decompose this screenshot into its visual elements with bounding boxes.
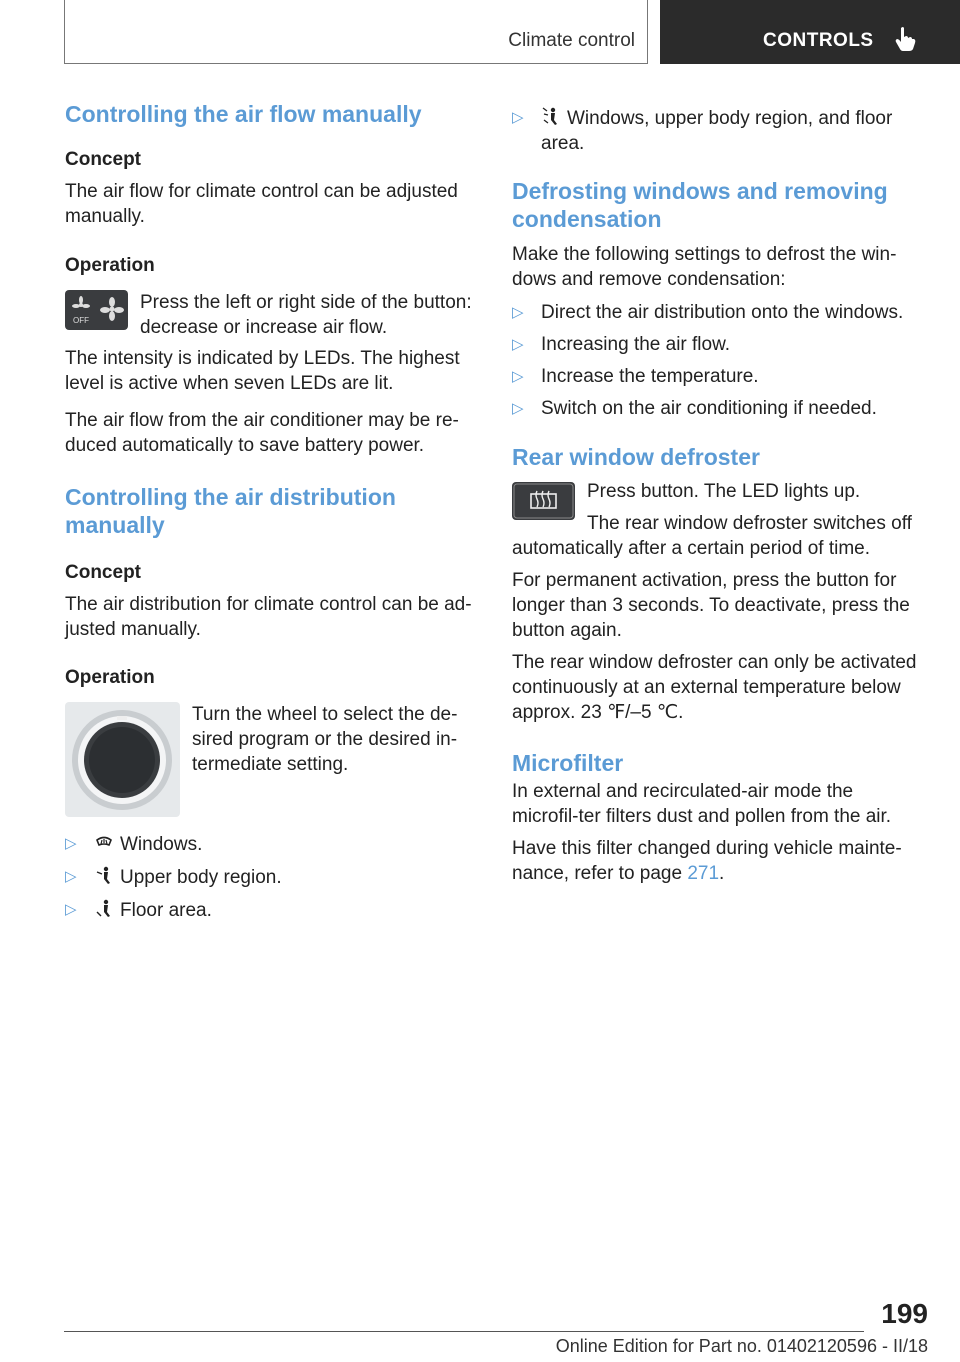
rotary-wheel-icon bbox=[65, 702, 180, 817]
rear-p4: The rear window defroster can only be activated continuously at an external temperature below approx. 23 ℉/–5 ℃. bbox=[512, 652, 917, 723]
upper-body-icon bbox=[94, 864, 114, 886]
intensity-text: The intensity is indicated by LEDs. The highest level is active when seven LEDs are lit. bbox=[65, 348, 460, 394]
bullet-marker: ▷ bbox=[512, 336, 524, 353]
rear-defroster-operation bbox=[512, 479, 924, 536]
edition-text: Online Edition for Part no. 01402120596 - II/18 bbox=[555, 1336, 928, 1356]
bullet-marker: ▷ bbox=[65, 835, 77, 852]
micro-p1: In external and recirculated-air mode the microfil-ter filters dust and pollen from the air. bbox=[512, 781, 892, 827]
defrost-steps bbox=[512, 300, 924, 421]
bullet-text: Increasing the air flow. bbox=[541, 334, 731, 355]
list-item bbox=[512, 300, 924, 325]
list-item bbox=[512, 332, 924, 357]
bullet-text: Increase the temperature. bbox=[541, 366, 759, 387]
off-label: OFF bbox=[73, 316, 89, 325]
fan-icon bbox=[65, 290, 128, 330]
bullet-marker: ▷ bbox=[512, 304, 524, 321]
header-section-box bbox=[64, 0, 648, 64]
defrost-intro: Make the following settings to defrost the win-dows and remove condensation: bbox=[512, 244, 897, 290]
distribution-wheel-image bbox=[65, 702, 180, 817]
heading-distribution: Controlling the air distribution manually bbox=[65, 484, 396, 538]
header-chapter-tab[interactable] bbox=[660, 0, 960, 64]
left-column bbox=[65, 100, 477, 923]
rear-defroster-button-image bbox=[512, 482, 575, 520]
pointing-hand-icon bbox=[894, 26, 916, 52]
rear-defrost-icon bbox=[512, 482, 575, 520]
list-item bbox=[65, 864, 477, 890]
list-item bbox=[512, 396, 924, 421]
bullet-text: Upper body region. bbox=[120, 867, 282, 888]
subheading-concept: Concept bbox=[65, 149, 141, 170]
heading-defrost: Defrosting windows and removing condensation bbox=[512, 178, 888, 232]
heading-airflow: Controlling the air flow manually bbox=[65, 101, 422, 127]
list-item bbox=[65, 897, 477, 923]
bullet-text: Windows. bbox=[120, 834, 203, 855]
rear-p3: For permanent activation, press the button for longer than 3 seconds. To deactivate, press the button again. bbox=[512, 570, 910, 641]
micro-p2-text: Have this filter changed during vehicle mainte-nance, refer to page bbox=[512, 838, 902, 884]
right-column bbox=[512, 105, 924, 886]
concept2-text: The air distribution for climate control can be ad-justed manually. bbox=[65, 594, 472, 640]
bullet-text: Windows, upper body region, and floor area. bbox=[541, 108, 893, 154]
list-item bbox=[512, 364, 924, 389]
distribution-operation bbox=[65, 702, 477, 817]
bullet-marker: ▷ bbox=[512, 368, 524, 385]
heading-microfilter: Microfilter bbox=[512, 750, 624, 776]
bullet-text: Floor area. bbox=[120, 900, 212, 921]
rear-p1: Press button. The LED lights up. bbox=[587, 481, 861, 502]
distribution-list bbox=[65, 831, 477, 923]
operation-text: Press the left or right side of the button: decrease or increase air flow. bbox=[140, 292, 472, 338]
bullet-marker: ▷ bbox=[512, 400, 524, 417]
windshield-icon bbox=[94, 831, 114, 853]
page-number: 199 bbox=[881, 1298, 928, 1329]
windows-upper-floor-icon bbox=[541, 105, 561, 127]
bullet-marker: ▷ bbox=[65, 868, 77, 885]
floor-icon bbox=[94, 897, 114, 919]
rear-p2-rest: automatically after a certain period of time. bbox=[512, 538, 871, 559]
operation2-text: Turn the wheel to select the de-sired program or the desired in-termediate setting. bbox=[192, 704, 458, 775]
micro-p2-end: . bbox=[719, 863, 725, 884]
heading-rear-defroster: Rear window defroster bbox=[512, 444, 760, 470]
reduce-text: The air flow from the air conditioner may be re-duced automatically to save battery power. bbox=[65, 410, 459, 456]
rear-p2-first: The rear window defroster switches off bbox=[587, 513, 912, 534]
bullet-marker: ▷ bbox=[512, 109, 524, 126]
bullet-text: Direct the air distribution onto the windows. bbox=[541, 302, 904, 323]
page-reference-link[interactable]: 271 bbox=[687, 863, 720, 884]
footer-divider bbox=[64, 1331, 864, 1332]
header-section-title: Climate control bbox=[508, 30, 635, 51]
airflow-button-image bbox=[65, 290, 128, 330]
list-item bbox=[512, 105, 924, 156]
header-chapter-label: CONTROLS bbox=[763, 30, 874, 51]
subheading-operation: Operation bbox=[65, 255, 155, 276]
concept-text: The air flow for climate control can be adjusted manually. bbox=[65, 181, 458, 227]
airflow-operation bbox=[65, 290, 477, 340]
subheading-operation-2: Operation bbox=[65, 667, 155, 688]
subheading-concept-2: Concept bbox=[65, 562, 141, 583]
bullet-marker: ▷ bbox=[65, 901, 77, 918]
bullet-text: Switch on the air conditioning if needed. bbox=[541, 398, 877, 419]
list-item bbox=[65, 831, 477, 857]
micro-p2 bbox=[512, 836, 924, 886]
